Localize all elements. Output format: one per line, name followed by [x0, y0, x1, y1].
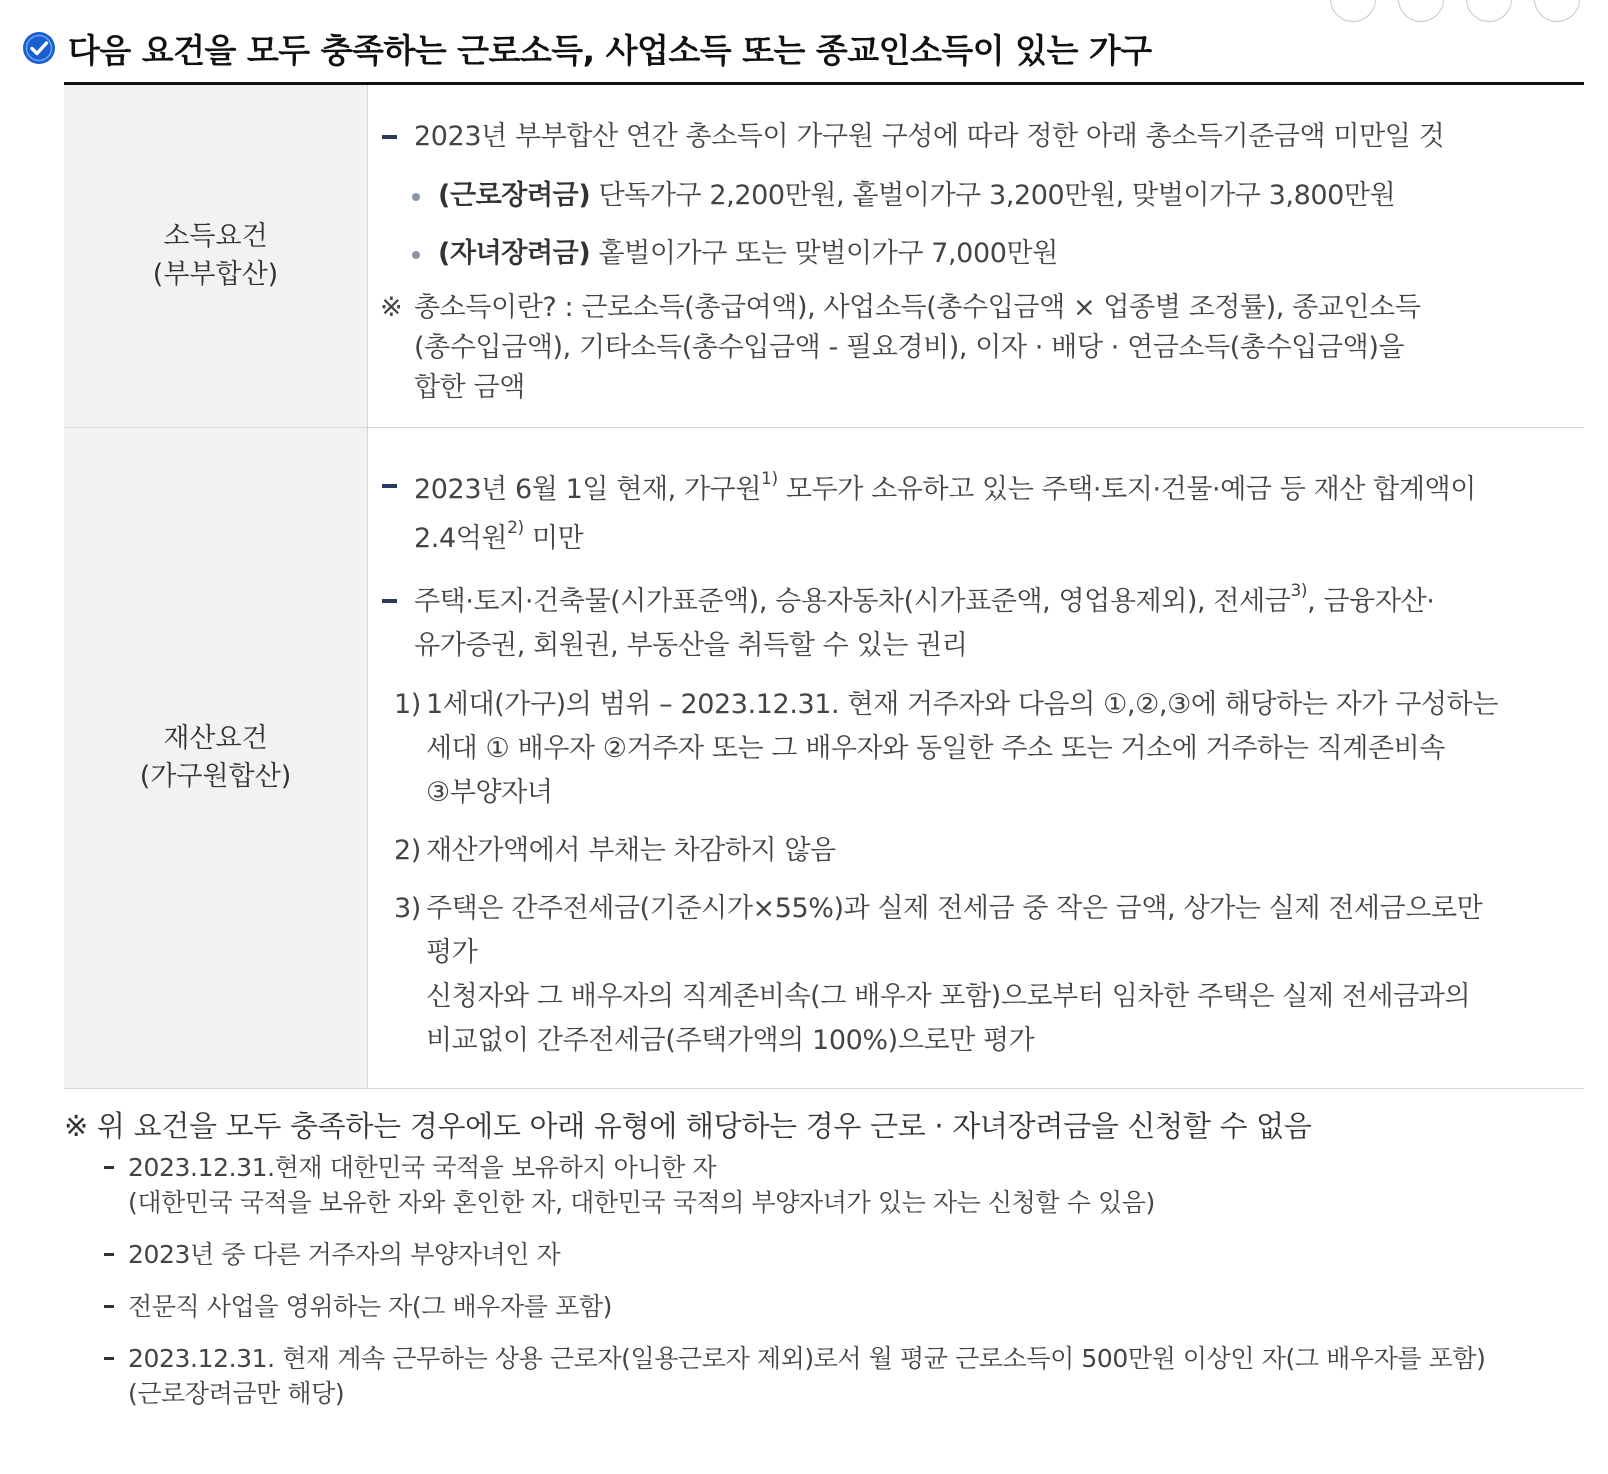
footnote-number: 3) — [394, 893, 421, 924]
bullet-text: 단독가구 2,200만원, 홑벌이가구 3,200만원, 맞벌이가구 3,800만원 — [590, 180, 1396, 211]
footnote-line: 재산가액에서 부채는 차감하지 않음 — [426, 835, 836, 866]
footnote-number: 2) — [394, 835, 421, 866]
bullet-item — [380, 233, 1536, 274]
footnote-ref: 2) — [507, 518, 524, 538]
dash-icon — [382, 135, 397, 139]
exclusion-text: 2023년 중 다른 거주자의 부양자녀인 자 — [128, 1240, 561, 1269]
list-item — [380, 116, 1536, 157]
dash-icon — [382, 484, 397, 488]
asset-requirement-content — [368, 428, 1584, 1088]
note-line: 합한 금액 — [414, 372, 525, 403]
top-page-buttons — [1330, 0, 1580, 22]
bullet-icon — [412, 251, 420, 259]
bullet-text: 홑벌이가구 또는 맞벌이가구 7,000만원 — [590, 238, 1058, 269]
income-requirement-row — [64, 85, 1584, 428]
footnote-item — [380, 683, 1536, 815]
asset-text: 2023년 6월 1일 현재, 가구원 — [414, 474, 762, 505]
asset-text: 주택·토지·건축물(시가표준액), 승용자동차(시가표준액, 영업용제외), 전세금 — [414, 586, 1291, 617]
exclusion-item — [104, 1150, 1564, 1220]
exclusion-subtext: (대한민국 국적을 보유한 자와 혼인한 자, 대한민국 국적의 부양자녀가 있는 자는 신청할 수 있음) — [128, 1188, 1155, 1217]
note-line: 총소득이란? : 근로소득(총급여액), 사업소득(총수입금액 × 업종별 조정률), 종교인소득 — [414, 292, 1421, 323]
exclusion-subtext: (근로장려금만 해당) — [128, 1379, 345, 1408]
bullet-bold-label: (자녀장려금) — [438, 238, 591, 269]
header-label: 소득요건 — [163, 221, 268, 252]
bullet-icon — [412, 193, 420, 201]
asset-text: 모두가 소유하고 있는 주택·토지·건물·예금 등 재산 합계액이 — [777, 474, 1476, 505]
exclusion-item — [104, 1289, 1564, 1324]
income-requirement-content — [368, 85, 1584, 427]
header-sublabel: (가구원합산) — [139, 761, 292, 792]
exclusion-note: ※ 위 요건을 모두 충족하는 경우에도 아래 유형에 해당하는 경우 근로 · 자녀장려금을 신청할 수 없음 — [64, 1109, 1312, 1143]
exclusion-text: 2023.12.31. 현재 계속 근무하는 상용 근로자(일용근로자 제외)로서 월 평균 근로소득이 500만원 이상인 자(그 배우자를 포함) — [128, 1344, 1486, 1373]
dash-icon — [104, 1305, 114, 1308]
bullet-bold-label: (근로장려금) — [438, 180, 591, 211]
footnote-line: 주택은 간주전세금(기준시가×55%)과 실제 전세금 중 작은 금액, 상가는 실제 전세금으로만 — [426, 893, 1483, 924]
footnote-line: 신청자와 그 배우자의 직계존비속(그 배우자 포함)으로부터 임차한 주택은 실제 전세금과의 — [426, 981, 1471, 1012]
page-control-button[interactable] — [1466, 0, 1512, 22]
reference-mark: ※ — [380, 292, 403, 323]
asset-text: 유가증권, 회원권, 부동산을 취득할 수 있는 권리 — [414, 630, 968, 661]
reference-note — [380, 288, 1536, 408]
dash-icon — [104, 1166, 114, 1169]
page-control-button[interactable] — [1398, 0, 1444, 22]
section-heading — [22, 24, 1152, 72]
footnote-line: 비교없이 간주전세금(주택가액의 100%)으로만 평가 — [426, 1025, 1035, 1056]
income-requirement-header — [64, 85, 368, 427]
asset-text: , 금융자산· — [1307, 586, 1435, 617]
requirements-table — [64, 82, 1584, 1089]
page-control-button[interactable] — [1330, 0, 1376, 22]
footnote-item — [380, 887, 1536, 1063]
asset-requirement-header — [64, 428, 368, 1088]
exclusion-text: 2023.12.31.현재 대한민국 국적을 보유하지 아니한 자 — [128, 1153, 717, 1182]
dash-icon — [104, 1357, 114, 1360]
footnote-line: 1세대(가구)의 범위 – 2023.12.31. 현재 거주자와 다음의 ①,②,③에 해당하는 자가 구성하는 — [426, 689, 1498, 720]
list-item — [380, 465, 1536, 563]
exclusion-list — [104, 1150, 1564, 1428]
asset-text: 미만 — [523, 523, 584, 554]
exclusion-item — [104, 1237, 1564, 1272]
exclusion-item — [104, 1341, 1564, 1411]
asset-text: 2.4억원 — [414, 523, 508, 554]
asset-requirement-row — [64, 428, 1584, 1089]
note-line: (총수입금액), 기타소득(총수입금액 - 필요경비), 이자 · 배당 · 연금소득(총수입금액)을 — [414, 332, 1405, 363]
list-item — [380, 580, 1536, 668]
footnote-ref: 3) — [1290, 581, 1308, 601]
footnote-number: 1) — [394, 689, 421, 720]
income-main-text: 2023년 부부합산 연간 총소득이 가구원 구성에 따라 정한 아래 총소득기준금액 미만일 것 — [414, 121, 1445, 152]
dash-icon — [104, 1253, 114, 1256]
header-label: 재산요건 — [163, 723, 268, 754]
footnote-item — [380, 829, 1536, 873]
dash-icon — [382, 599, 397, 603]
page-control-button[interactable] — [1534, 0, 1580, 22]
check-circle-icon — [22, 31, 56, 65]
footnote-ref: 1) — [761, 469, 778, 489]
header-sublabel: (부부합산) — [152, 259, 279, 290]
footnote-line: 평가 — [426, 937, 478, 968]
footnote-line: 세대 ① 배우자 ②거주자 또는 그 배우자와 동일한 주소 또는 거소에 거주하는 직계존비속 — [426, 733, 1445, 764]
exclusion-text: 전문직 사업을 영위하는 자(그 배우자를 포함) — [128, 1292, 612, 1321]
footnote-line: ③부양자녀 — [426, 777, 553, 808]
bullet-item — [380, 175, 1536, 216]
heading-title: 다음 요건을 모두 충족하는 근로소득, 사업소득 또는 종교인소득이 있는 가구 — [68, 30, 1152, 70]
